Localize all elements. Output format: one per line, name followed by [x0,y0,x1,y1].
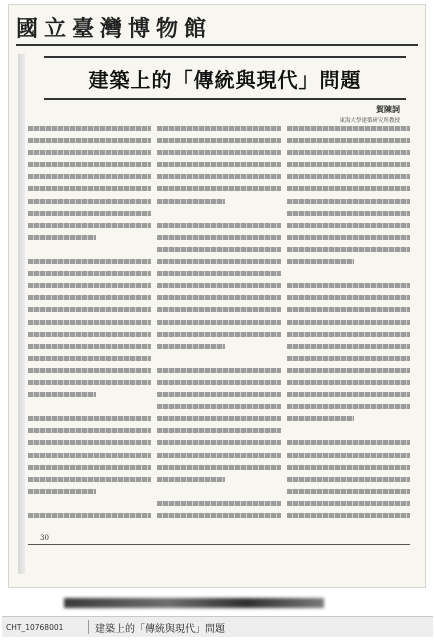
text-line [287,283,410,288]
text-line [287,380,410,385]
text-line [287,501,410,506]
text-line [157,368,280,373]
text-line [28,477,151,482]
text-line [28,271,151,276]
text-line [157,295,280,300]
text-line [28,501,151,506]
text-line [157,344,225,349]
text-line [287,307,410,312]
text-line [28,223,151,228]
text-line [157,259,280,264]
text-line [287,453,410,458]
text-line [157,465,280,470]
text-line [28,247,151,252]
text-line [28,392,96,397]
text-line [157,247,280,252]
article-body [28,126,410,526]
text-line [157,199,225,204]
text-line [157,332,280,337]
author-affiliation: 東海大學建築研究所教授 [339,118,400,124]
text-line [28,150,151,155]
text-line [28,320,151,325]
text-line [28,428,151,433]
text-line [287,416,355,421]
text-line [157,211,280,216]
text-line [287,247,410,252]
text-line [157,320,280,325]
text-line [28,162,151,167]
text-line [28,489,96,494]
text-line [157,453,280,458]
text-line [157,404,280,409]
text-line [287,150,410,155]
caption-separator [88,620,89,634]
redacted-barcode [64,598,324,608]
text-line [157,150,280,155]
text-line [157,235,280,240]
text-line [28,283,151,288]
author-name: 賀陳詞 [376,104,400,114]
text-line [157,138,280,143]
scanned-page [8,4,426,588]
text-line [157,223,280,228]
text-line [287,235,410,240]
text-line [287,174,410,179]
text-line [287,295,410,300]
text-line [287,368,410,373]
text-line [287,465,410,470]
museum-masthead: 國立臺灣博物館 [16,16,213,42]
text-line [157,513,280,518]
text-line [287,320,410,325]
text-line [157,126,280,131]
text-line [287,404,410,409]
text-line [287,489,410,494]
text-line [287,271,410,276]
text-line [157,428,280,433]
text-line [28,259,151,264]
text-line [157,380,280,385]
text-line [157,392,280,397]
text-column-1 [28,126,151,526]
text-line [28,332,151,337]
text-line [287,138,410,143]
text-line [287,428,410,433]
text-line [28,368,151,373]
text-line [28,174,151,179]
text-line [157,356,280,361]
text-line [287,392,410,397]
text-line [287,199,410,204]
text-line [287,477,410,482]
caption-id: CHT_10768001 [6,622,64,632]
text-line [157,162,280,167]
text-line [287,126,410,131]
text-line [28,416,151,421]
text-line [28,440,151,445]
text-line [157,477,225,482]
text-line [157,283,280,288]
header-rule [16,44,418,46]
text-line [287,440,410,445]
text-line [28,199,151,204]
text-line [28,465,151,470]
text-line [287,344,410,349]
text-line [287,259,355,264]
text-line [157,307,280,312]
text-line [28,404,151,409]
caption-title: 建築上的「傳統與現代」問題 [95,623,225,635]
bottom-rule [28,544,410,545]
text-line [157,271,280,276]
text-line [28,235,96,240]
text-line [157,186,280,191]
text-line [28,295,151,300]
text-line [287,162,410,167]
title-box [44,56,406,100]
text-line [157,416,280,421]
text-column-2 [157,126,280,526]
text-line [28,211,151,216]
text-line [287,332,410,337]
text-line [157,174,280,179]
article-title: 建築上的「傳統與現代」問題 [88,67,362,92]
text-line [157,489,280,494]
page-number: 30 [40,534,49,542]
scan-margin-strip [18,54,25,574]
text-line [157,440,280,445]
text-line [287,211,410,216]
text-line [157,501,280,506]
text-line [28,453,151,458]
text-line [28,344,151,349]
caption-bar [2,616,433,637]
text-line [28,186,151,191]
text-line [287,356,410,361]
text-line [287,186,410,191]
text-line [28,356,151,361]
text-line [287,513,410,518]
text-line [287,223,410,228]
text-line [28,138,151,143]
text-line [28,307,151,312]
text-column-3 [287,126,410,526]
text-line [28,380,151,385]
text-line [28,513,151,518]
text-line [28,126,151,131]
